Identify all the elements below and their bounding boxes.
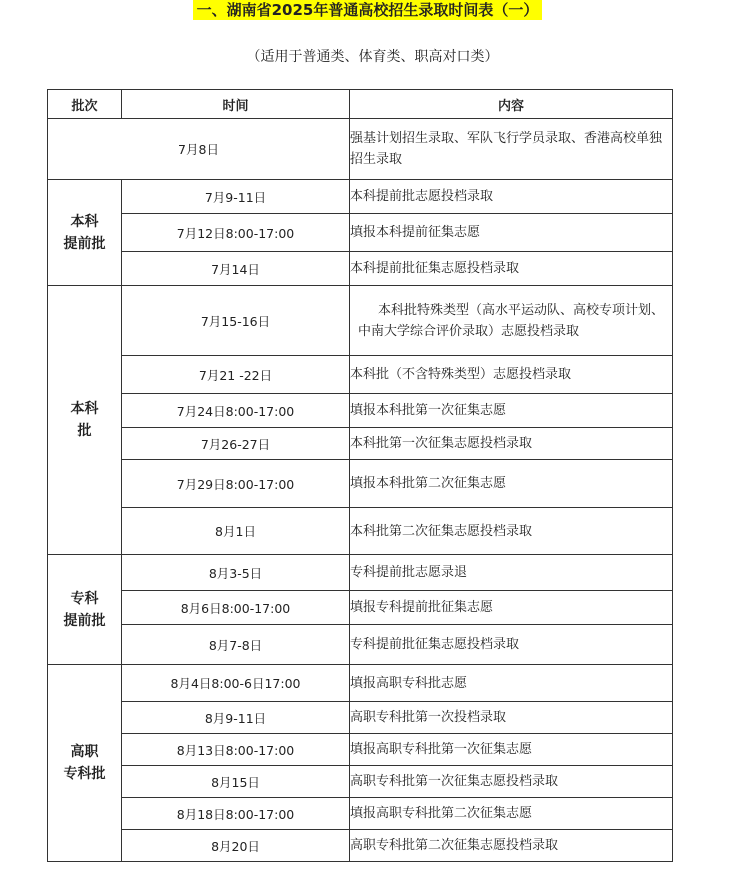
table-row: [48, 394, 673, 428]
content-cell: 本科批第一次征集志愿投档录取: [350, 428, 673, 460]
content-cell: 填报高职专科批第一次征集志愿: [350, 734, 673, 766]
table-row: [48, 702, 673, 734]
content-cell: 填报高职专科批第二次征集志愿: [350, 798, 673, 830]
page-subtitle: （适用于普通类、体育类、职高对口类）: [246, 49, 499, 65]
title-wrap: [0, 0, 745, 20]
time-cell: 8月13日8:00-17:00: [122, 734, 350, 766]
batch-cell-benke-tiqian: [48, 180, 122, 286]
table-row: [48, 734, 673, 766]
content-text: 本科批特殊类型（高水平运动队、高校专项计划、中南大学综合评价录取）志愿投档录取: [358, 302, 665, 339]
time-cell: 8月4日8:00-6日17:00: [122, 665, 350, 702]
table-row: [48, 830, 673, 862]
table-row: [48, 591, 673, 625]
batch-label-line2: 提前批: [63, 235, 106, 252]
time-cell: 7月14日: [122, 252, 350, 286]
schedule-table: [47, 89, 673, 862]
time-cell: 8月9-11日: [122, 702, 350, 734]
batch-cell-gaozhi-zhuanke: [48, 665, 122, 862]
content-cell: 本科提前批志愿投档录取: [350, 180, 673, 214]
content-cell: 填报本科提前征集志愿: [350, 214, 673, 252]
content-cell: 本科提前批征集志愿投档录取: [350, 252, 673, 286]
content-cell: 本科批（不含特殊类型）志愿投档录取: [350, 356, 673, 394]
table-row: [48, 119, 673, 180]
content-cell: 本科批第二次征集志愿投档录取: [350, 508, 673, 555]
table-row: [48, 252, 673, 286]
time-cell: 8月1日: [122, 508, 350, 555]
batch-label-line1: 专科: [70, 590, 99, 607]
time-cell: 7月8日: [48, 119, 350, 180]
batch-label-line1: 本科: [70, 213, 99, 230]
time-cell: 8月15日: [122, 766, 350, 798]
batch-cell-benke: [48, 286, 122, 555]
header-row: [48, 90, 673, 119]
table-row: [48, 555, 673, 591]
content-cell: 填报专科提前批征集志愿: [350, 591, 673, 625]
header-time: 时间: [122, 90, 350, 119]
table-row: [48, 766, 673, 798]
table-row: [48, 214, 673, 252]
time-cell: 8月3-5日: [122, 555, 350, 591]
content-cell: [350, 286, 673, 356]
content-cell: 专科提前批征集志愿投档录取: [350, 625, 673, 665]
time-cell: 8月6日8:00-17:00: [122, 591, 350, 625]
batch-label-line2: 提前批: [63, 612, 106, 629]
batch-label-line1: 本科: [70, 401, 99, 417]
content-cell: 高职专科批第一次投档录取: [350, 702, 673, 734]
content-cell: 高职专科批第二次征集志愿投档录取: [350, 830, 673, 862]
table-row: [48, 460, 673, 508]
time-cell: 7月12日8:00-17:00: [122, 214, 350, 252]
table-row: [48, 508, 673, 555]
content-cell: 高职专科批第一次征集志愿投档录取: [350, 766, 673, 798]
time-cell: 8月20日: [122, 830, 350, 862]
table-row: [48, 798, 673, 830]
batch-label-line2: 专科批: [63, 766, 106, 782]
page-title: 一、湖南省2025年普通高校招生录取时间表（一）: [193, 0, 543, 20]
table-row: [48, 356, 673, 394]
content-cell: 填报高职专科批志愿: [350, 665, 673, 702]
content-cell: 专科提前批志愿录退: [350, 555, 673, 591]
content-cell: 填报本科批第二次征集志愿: [350, 460, 673, 508]
time-cell: 8月18日8:00-17:00: [122, 798, 350, 830]
content-cell: 强基计划招生录取、军队飞行学员录取、香港高校单独招生录取: [350, 119, 673, 180]
batch-label-line1: 高职: [70, 744, 99, 760]
table-row: [48, 665, 673, 702]
header-content: 内容: [350, 90, 673, 119]
table-row: [48, 428, 673, 460]
table-row: [48, 625, 673, 665]
time-cell: 7月9-11日: [122, 180, 350, 214]
batch-cell-zhuanke-tiqian: [48, 555, 122, 665]
time-cell: 7月26-27日: [122, 428, 350, 460]
time-cell: 7月29日8:00-17:00: [122, 460, 350, 508]
content-cell: 填报本科批第一次征集志愿: [350, 394, 673, 428]
table-row: [48, 286, 673, 356]
table-row: [48, 180, 673, 214]
time-cell: 7月21 -22日: [122, 356, 350, 394]
header-batch: 批次: [48, 90, 122, 119]
time-cell: 7月15-16日: [122, 286, 350, 356]
time-cell: 8月7-8日: [122, 625, 350, 665]
time-cell: 7月24日8:00-17:00: [122, 394, 350, 428]
batch-label-line2: 批: [77, 423, 92, 439]
